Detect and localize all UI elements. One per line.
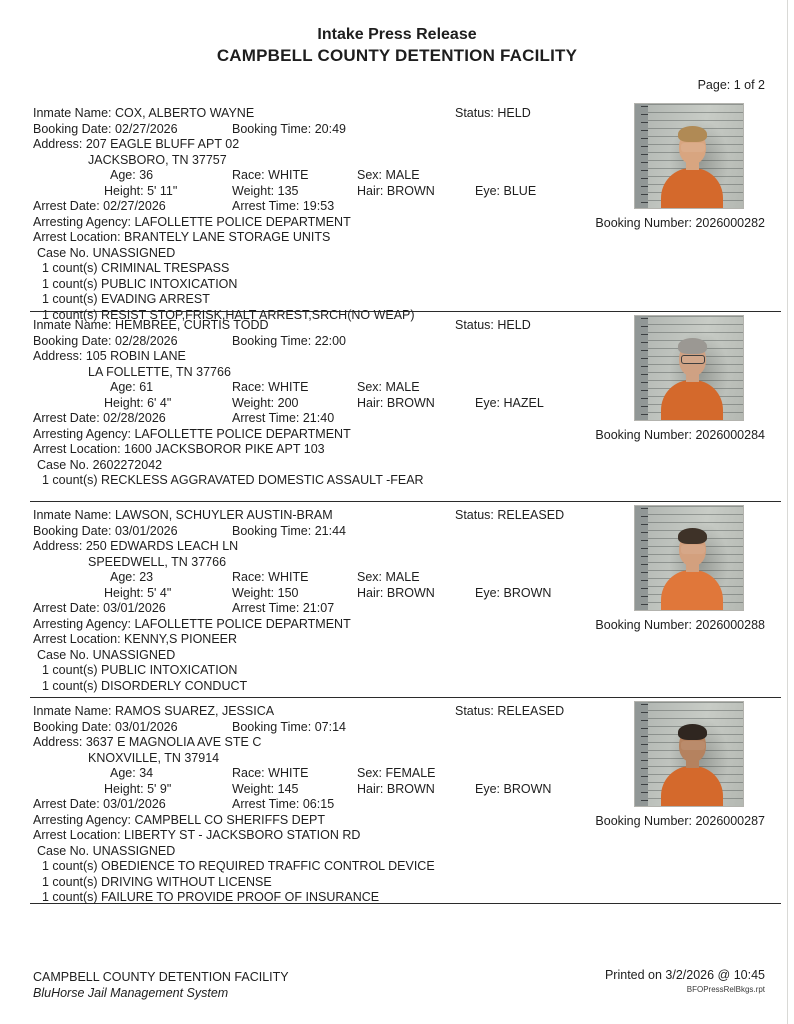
height-value: 5' 11" bbox=[147, 183, 178, 198]
height-value: 5' 9" bbox=[147, 781, 172, 796]
hair-value: BROWN bbox=[386, 585, 435, 600]
arrest-date-label: Arrest Date: bbox=[33, 601, 100, 615]
inmate-name-value: HEMBREE, CURTIS TODD bbox=[115, 318, 269, 332]
arrest-time-value: 06:15 bbox=[302, 797, 335, 811]
booking-number-value: 2026000287 bbox=[695, 814, 765, 828]
eye-label: Eye: bbox=[475, 395, 501, 410]
arrest-date-value: 02/27/2026 bbox=[103, 199, 166, 213]
status-label: Status: bbox=[455, 508, 494, 522]
weight-value: 145 bbox=[277, 781, 299, 796]
address-line2: LA FOLLETTE, TN 37766 bbox=[88, 364, 231, 379]
booking-time-value: 21:44 bbox=[314, 523, 346, 538]
race-value: WHITE bbox=[268, 766, 309, 780]
case-no-value: UNASSIGNED bbox=[92, 647, 176, 662]
race-label: Race: bbox=[232, 380, 265, 394]
charge-line: 1 count(s) DISORDERLY CONDUCT bbox=[42, 678, 248, 693]
height-chart-strip bbox=[635, 104, 648, 208]
booking-date-value: 02/27/2026 bbox=[115, 121, 178, 136]
arrest-date-value: 02/28/2026 bbox=[103, 411, 166, 425]
charge-line: 1 count(s) PUBLIC INTOXICATION bbox=[42, 276, 238, 291]
charge-line: 1 count(s) DRIVING WITHOUT LICENSE bbox=[42, 874, 272, 889]
inmate-hair bbox=[678, 126, 707, 142]
arrest-time-label: Arrest Time: bbox=[232, 797, 300, 811]
height-value: 5' 4" bbox=[147, 585, 172, 600]
arrest-location-label: Arrest Location: bbox=[33, 230, 121, 244]
charge-line: 1 count(s) RESIST STOP,FRISK,HALT ARREST,SRCH(NO WEAP) bbox=[42, 307, 415, 322]
charge-line: 1 count(s) FAILURE TO PROVIDE PROOF OF INSURANCE bbox=[42, 890, 380, 904]
booking-date-label: Booking Date: bbox=[33, 333, 112, 348]
record-separator bbox=[30, 903, 781, 904]
eye-label: Eye: bbox=[475, 183, 501, 198]
case-no-value: 2602272042 bbox=[92, 457, 163, 472]
address-line1: 105 ROBIN LANE bbox=[85, 349, 186, 363]
arrest-time-label: Arrest Time: bbox=[232, 199, 300, 213]
eye-value: HAZEL bbox=[503, 395, 544, 410]
address-label: Address: bbox=[33, 137, 83, 151]
weight-label: Weight: bbox=[232, 395, 275, 410]
arrest-date-label: Arrest Date: bbox=[33, 411, 100, 425]
booking-date-label: Booking Date: bbox=[33, 121, 112, 136]
sex-value: MALE bbox=[385, 168, 420, 182]
address-line1: 250 EDWARDS LEACH LN bbox=[85, 539, 239, 553]
case-no-label: Case No. bbox=[37, 843, 90, 858]
eye-value: BROWN bbox=[503, 781, 552, 796]
arrest-date-label: Arrest Date: bbox=[33, 797, 100, 811]
height-chart-strip bbox=[635, 506, 648, 610]
address-label: Address: bbox=[33, 539, 83, 553]
booking-number-label: Booking Number: bbox=[595, 428, 692, 442]
arrest-time-label: Arrest Time: bbox=[232, 411, 300, 425]
booking-number-label: Booking Number: bbox=[595, 814, 692, 828]
booking-number-value: 2026000288 bbox=[695, 618, 765, 632]
weight-value: 150 bbox=[277, 585, 299, 600]
inmate-hair bbox=[678, 724, 707, 740]
inmate-name-value: COX, ALBERTO WAYNE bbox=[115, 106, 255, 120]
arrest-location-value: 1600 JACKSBOROR PIKE APT 103 bbox=[124, 442, 325, 456]
arresting-agency-value: LAFOLLETTE POLICE DEPARTMENT bbox=[134, 616, 351, 631]
facility-title: CAMPBELL COUNTY DETENTION FACILITY bbox=[216, 46, 578, 65]
inmate-name-label: Inmate Name: bbox=[33, 704, 112, 718]
arrest-date-value: 03/01/2026 bbox=[103, 797, 166, 811]
arresting-agency-label: Arresting Agency: bbox=[33, 214, 131, 229]
inmate-hair bbox=[678, 338, 707, 354]
inmate-records bbox=[0, 100, 794, 904]
arrest-time-value: 21:07 bbox=[302, 601, 335, 615]
address-label: Address: bbox=[33, 735, 83, 749]
weight-label: Weight: bbox=[232, 183, 275, 198]
inmate-record bbox=[0, 100, 794, 322]
weight-label: Weight: bbox=[232, 781, 275, 796]
status-value: HELD bbox=[497, 106, 531, 120]
status-value: HELD bbox=[497, 318, 531, 332]
arresting-agency-value: CAMPBELL CO SHERIFFS DEPT bbox=[134, 812, 325, 827]
status-value: RELEASED bbox=[497, 508, 565, 522]
age-value: 36 bbox=[139, 168, 154, 182]
case-no-value: UNASSIGNED bbox=[92, 245, 176, 260]
hair-value: BROWN bbox=[386, 183, 435, 198]
case-no-label: Case No. bbox=[37, 647, 90, 662]
weight-value: 135 bbox=[277, 183, 299, 198]
status-value: RELEASED bbox=[497, 704, 565, 718]
hair-label: Hair: bbox=[357, 395, 384, 410]
hair-value: BROWN bbox=[386, 395, 435, 410]
inmate-name-label: Inmate Name: bbox=[33, 106, 112, 120]
inmate-record bbox=[0, 698, 794, 904]
printed-on-text: Printed on 3/2/2026 @ 10:45 bbox=[604, 968, 765, 982]
booking-time-value: 22:00 bbox=[314, 333, 346, 348]
glasses-icon bbox=[681, 355, 705, 364]
status-label: Status: bbox=[455, 318, 494, 332]
arresting-agency-value: LAFOLLETTE POLICE DEPARTMENT bbox=[134, 426, 351, 441]
case-no-label: Case No. bbox=[37, 245, 90, 260]
footer-facility-name: CAMPBELL COUNTY DETENTION FACILITY bbox=[33, 970, 289, 984]
age-label: Age: bbox=[110, 380, 136, 394]
arrest-time-label: Arrest Time: bbox=[232, 601, 300, 615]
race-label: Race: bbox=[232, 766, 265, 780]
arrest-time-value: 21:40 bbox=[302, 411, 335, 425]
sex-label: Sex: bbox=[357, 380, 383, 394]
arresting-agency-label: Arresting Agency: bbox=[33, 426, 131, 441]
inmate-record bbox=[0, 502, 794, 698]
inmate-name-value: LAWSON, SCHUYLER AUSTIN-BRAM bbox=[115, 508, 333, 522]
weight-value: 200 bbox=[277, 395, 299, 410]
booking-time-label: Booking Time: bbox=[232, 523, 312, 538]
report-file-name: BFOPressRelBkgs.rpt bbox=[686, 985, 765, 994]
eye-value: BROWN bbox=[503, 585, 552, 600]
footer-print-info bbox=[605, 968, 765, 994]
age-label: Age: bbox=[110, 766, 136, 780]
footer-system-name: BluHorse Jail Management System bbox=[33, 986, 229, 1000]
arrest-date-value: 03/01/2026 bbox=[103, 601, 166, 615]
height-chart-strip bbox=[635, 702, 648, 806]
booking-time-label: Booking Time: bbox=[232, 121, 312, 136]
height-value: 6' 4" bbox=[147, 395, 172, 410]
arrest-time-value: 19:53 bbox=[302, 199, 335, 213]
eye-label: Eye: bbox=[475, 585, 501, 600]
charge-line: 1 count(s) EVADING ARREST bbox=[42, 292, 210, 306]
booking-time-value: 20:49 bbox=[314, 121, 346, 136]
address-label: Address: bbox=[33, 349, 83, 363]
booking-time-value: 07:14 bbox=[314, 719, 346, 734]
hair-value: BROWN bbox=[386, 781, 435, 796]
sex-label: Sex: bbox=[357, 570, 383, 584]
age-value: 23 bbox=[139, 570, 154, 584]
booking-date-label: Booking Date: bbox=[33, 719, 112, 734]
inmate-record bbox=[0, 312, 794, 502]
hair-label: Hair: bbox=[357, 183, 384, 198]
arrest-location-label: Arrest Location: bbox=[33, 632, 121, 646]
address-line1: 3637 E MAGNOLIA AVE STE C bbox=[85, 735, 262, 749]
mugshot-photo bbox=[635, 702, 743, 806]
eye-value: BLUE bbox=[503, 183, 537, 198]
booking-number-value: 2026000284 bbox=[695, 428, 765, 442]
arrest-location-value: LIBERTY ST - JACKSBORO STATION RD bbox=[124, 828, 361, 842]
height-label: Height: bbox=[104, 585, 144, 600]
page-title: Intake Press Release bbox=[317, 26, 477, 43]
race-label: Race: bbox=[232, 168, 265, 182]
charge-line: 1 count(s) PUBLIC INTOXICATION bbox=[42, 663, 238, 677]
age-value: 61 bbox=[139, 380, 154, 394]
inmate-name-label: Inmate Name: bbox=[33, 318, 112, 332]
arresting-agency-label: Arresting Agency: bbox=[33, 812, 131, 827]
hair-label: Hair: bbox=[357, 781, 384, 796]
height-chart-strip bbox=[635, 316, 648, 420]
booking-number-value: 2026000282 bbox=[695, 216, 765, 230]
charge-line: 1 count(s) OBEDIENCE TO REQUIRED TRAFFIC CONTROL DEVICE bbox=[42, 859, 435, 873]
arrest-location-label: Arrest Location: bbox=[33, 442, 121, 456]
booking-time-label: Booking Time: bbox=[232, 719, 312, 734]
glasses-icon bbox=[681, 143, 705, 152]
mugshot-photo bbox=[635, 104, 743, 208]
height-label: Height: bbox=[104, 395, 144, 410]
age-label: Age: bbox=[110, 570, 136, 584]
arrest-date-label: Arrest Date: bbox=[33, 199, 100, 213]
charge-line: 1 count(s) RECKLESS AGGRAVATED DOMESTIC ASSAULT -FEAR bbox=[42, 473, 424, 487]
address-line2: KNOXVILLE, TN 37914 bbox=[88, 750, 220, 765]
address-line1: 207 EAGLE BLUFF APT 02 bbox=[85, 137, 240, 151]
eye-label: Eye: bbox=[475, 781, 501, 796]
height-label: Height: bbox=[104, 183, 144, 198]
race-value: WHITE bbox=[268, 570, 309, 584]
document-header bbox=[0, 26, 794, 66]
scan-edge-line bbox=[787, 0, 788, 1024]
glasses-icon bbox=[681, 741, 705, 750]
sex-label: Sex: bbox=[357, 766, 383, 780]
race-value: WHITE bbox=[268, 168, 309, 182]
booking-date-value: 03/01/2026 bbox=[115, 719, 178, 734]
arresting-agency-label: Arresting Agency: bbox=[33, 616, 131, 631]
age-label: Age: bbox=[110, 168, 136, 182]
page-number: Page: 1 of 2 bbox=[697, 78, 765, 92]
mugshot-photo bbox=[635, 316, 743, 420]
booking-date-value: 03/01/2026 bbox=[115, 523, 178, 538]
race-value: WHITE bbox=[268, 380, 309, 394]
inmate-hair bbox=[678, 528, 707, 544]
case-no-label: Case No. bbox=[37, 457, 90, 472]
sex-value: FEMALE bbox=[385, 766, 436, 780]
glasses-icon bbox=[681, 545, 705, 554]
inmate-name-label: Inmate Name: bbox=[33, 508, 112, 522]
status-label: Status: bbox=[455, 704, 494, 718]
booking-date-value: 02/28/2026 bbox=[115, 333, 178, 348]
address-line2: JACKSBORO, TN 37757 bbox=[88, 152, 227, 167]
booking-time-label: Booking Time: bbox=[232, 333, 312, 348]
age-value: 34 bbox=[139, 766, 154, 780]
hair-label: Hair: bbox=[357, 585, 384, 600]
height-label: Height: bbox=[104, 781, 144, 796]
booking-date-label: Booking Date: bbox=[33, 523, 112, 538]
arrest-location-value: KENNY,S PIONEER bbox=[124, 632, 238, 646]
inmate-name-value: RAMOS SUAREZ, JESSICA bbox=[115, 704, 275, 718]
booking-number-label: Booking Number: bbox=[595, 216, 692, 230]
arrest-location-label: Arrest Location: bbox=[33, 828, 121, 842]
race-label: Race: bbox=[232, 570, 265, 584]
case-no-value: UNASSIGNED bbox=[92, 843, 176, 858]
charge-line: 1 count(s) CRIMINAL TRESPASS bbox=[42, 261, 230, 275]
mugshot-photo bbox=[635, 506, 743, 610]
sex-value: MALE bbox=[385, 570, 420, 584]
status-label: Status: bbox=[455, 106, 494, 120]
weight-label: Weight: bbox=[232, 585, 275, 600]
arrest-location-value: BRANTELY LANE STORAGE UNITS bbox=[124, 230, 331, 244]
arresting-agency-value: LAFOLLETTE POLICE DEPARTMENT bbox=[134, 214, 351, 229]
address-line2: SPEEDWELL, TN 37766 bbox=[88, 554, 227, 569]
sex-label: Sex: bbox=[357, 168, 383, 182]
booking-number-label: Booking Number: bbox=[595, 618, 692, 632]
sex-value: MALE bbox=[385, 380, 420, 394]
footer bbox=[33, 970, 289, 1000]
